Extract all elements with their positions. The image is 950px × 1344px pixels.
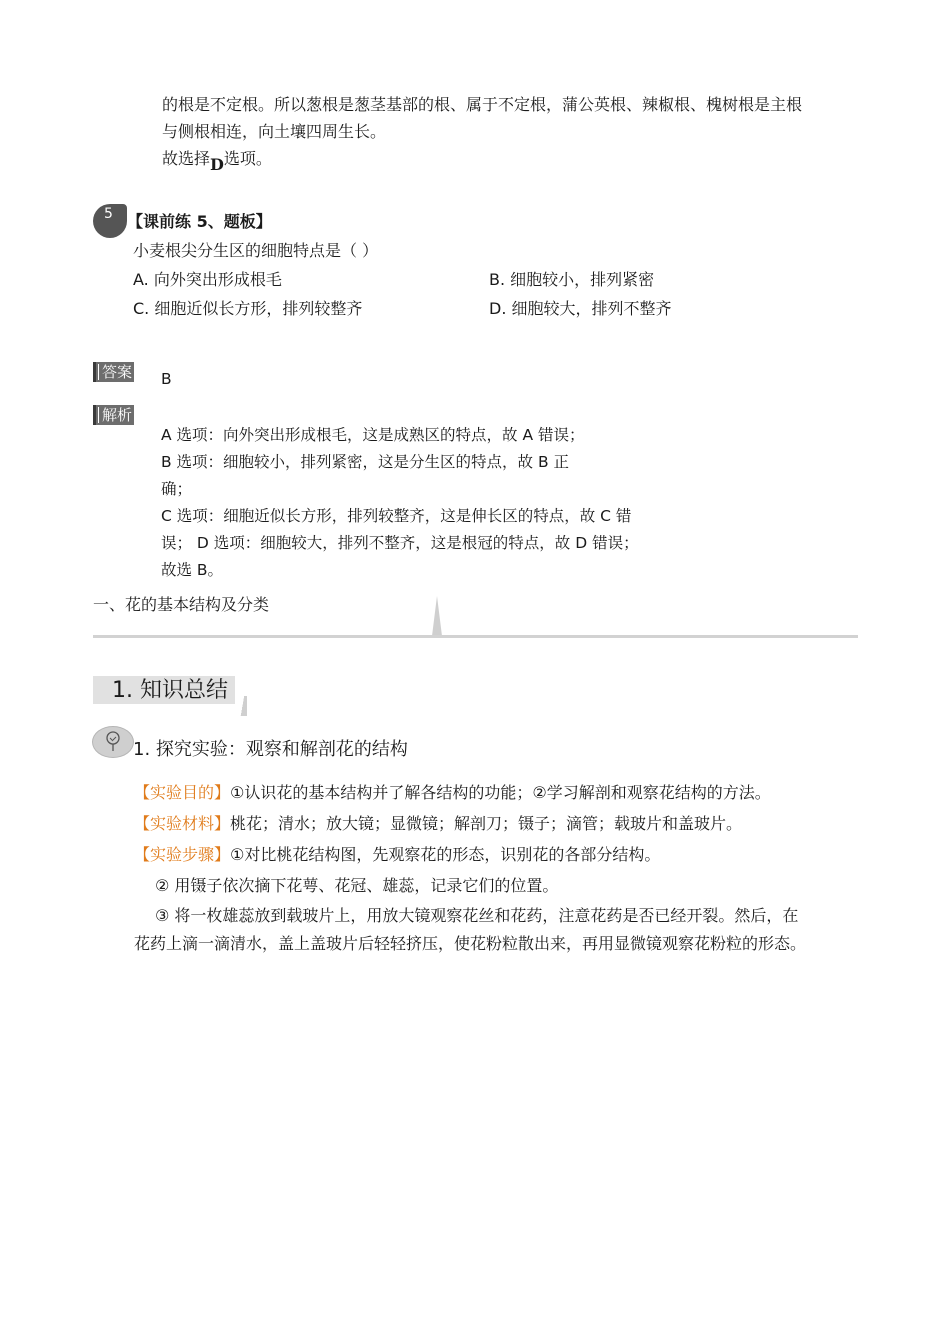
conclusion-prefix: 故选择 (162, 149, 211, 168)
option-b-text: 细胞较小，排列紧密 (510, 270, 655, 289)
option-d-text: 细胞较大，排列不整齐 (511, 299, 672, 318)
answer-value: B (161, 370, 172, 388)
step-1: ①对比桃花结构图，先观察花的形态，识别花的各部分结构。 (230, 845, 661, 864)
option-a-label: A. (133, 270, 149, 289)
tree-icon (92, 726, 134, 758)
option-b-label: B. (489, 270, 506, 289)
step-3-line-2: 花药上滴一滴清水，盖上盖玻片后轻轻挤压，使花粉粒散出来，再用显微镜观察花粉粒的形态。 (134, 934, 807, 953)
step-3-line-1: ③ 将一枚雄蕊放到载玻片上，用放大镜观察花丝和花药，注意花药是否已经开裂。然后，在 (155, 906, 799, 925)
analysis-line-6: 故选 B。 (161, 561, 224, 579)
option-d-label: D. (489, 299, 507, 318)
materials-text: 桃花；清水；放大镜；显微镜；解剖刀；镊子；滴管；载玻片和盖玻片。 (230, 814, 743, 833)
question-number: 5 (104, 206, 113, 222)
question-number-badge (93, 204, 127, 238)
analysis-line-1: A 选项：向外突出形成根毛，这是成熟区的特点，故 A 错误； (161, 426, 585, 444)
option-d (489, 295, 672, 322)
purpose-text: ①认识花的基本结构并了解各结构的功能；②学习解剖和观察花结构的方法。 (230, 783, 771, 802)
intro-line-1: 的根是不定根。所以葱根是葱茎基部的根、属于不定根，蒲公英根、辣椒根、槐树根是主根 (162, 95, 803, 114)
experiment-steps (134, 841, 660, 868)
experiment-materials (134, 810, 742, 837)
analysis-line-2: B 选项：细胞较小，排列紧密，这是分生区的特点，故 B 正 (161, 453, 570, 471)
experiment-title: 1. 探究实验：观察和解剖花的结构 (133, 739, 408, 760)
materials-tag: 【实验材料】 (134, 814, 231, 833)
option-c (133, 295, 362, 322)
analysis-line-4: C 选项：细胞近似长方形，排列较整齐，这是伸长区的特点，故 C 错 (161, 507, 632, 525)
answer-tag: 答案 (93, 362, 134, 382)
question-title: 【课前练 5、题板】 (127, 212, 272, 231)
intro-conclusion (162, 145, 272, 172)
option-c-text: 细胞近似长方形，排列较整齐 (154, 299, 363, 318)
section-divider-notch (432, 596, 442, 636)
analysis-line-3: 确； (161, 480, 193, 498)
option-a (133, 266, 282, 293)
conclusion-letter: D (210, 155, 224, 174)
purpose-tag: 【实验目的】 (134, 783, 231, 802)
section-title: 一、花的基本结构及分类 (93, 595, 270, 614)
option-b (489, 266, 654, 293)
option-a-text: 向外突出形成根毛 (153, 270, 282, 289)
tree-icon-graphic (93, 727, 133, 757)
intro-line-2: 与侧根相连，向土壤四周生长。 (162, 122, 387, 141)
knowledge-title-decoration (240, 696, 247, 716)
steps-tag: 【实验步骤】 (134, 845, 231, 864)
option-c-label: C. (133, 299, 150, 318)
experiment-purpose (134, 779, 771, 806)
conclusion-suffix: 选项。 (223, 149, 272, 168)
analysis-line-5: 误； D 选项：细胞较大，排列不整齐，这是根冠的特点，故 D 错误； (161, 534, 639, 552)
question-stem: 小麦根尖分生区的细胞特点是（ ） (133, 241, 379, 260)
analysis-tag: 解析 (93, 405, 134, 425)
step-2: ② 用镊子依次摘下花萼、花冠、雄蕊，记录它们的位置。 (155, 876, 559, 895)
section-divider (93, 635, 858, 638)
knowledge-title: 1. 知识总结 (112, 678, 228, 703)
